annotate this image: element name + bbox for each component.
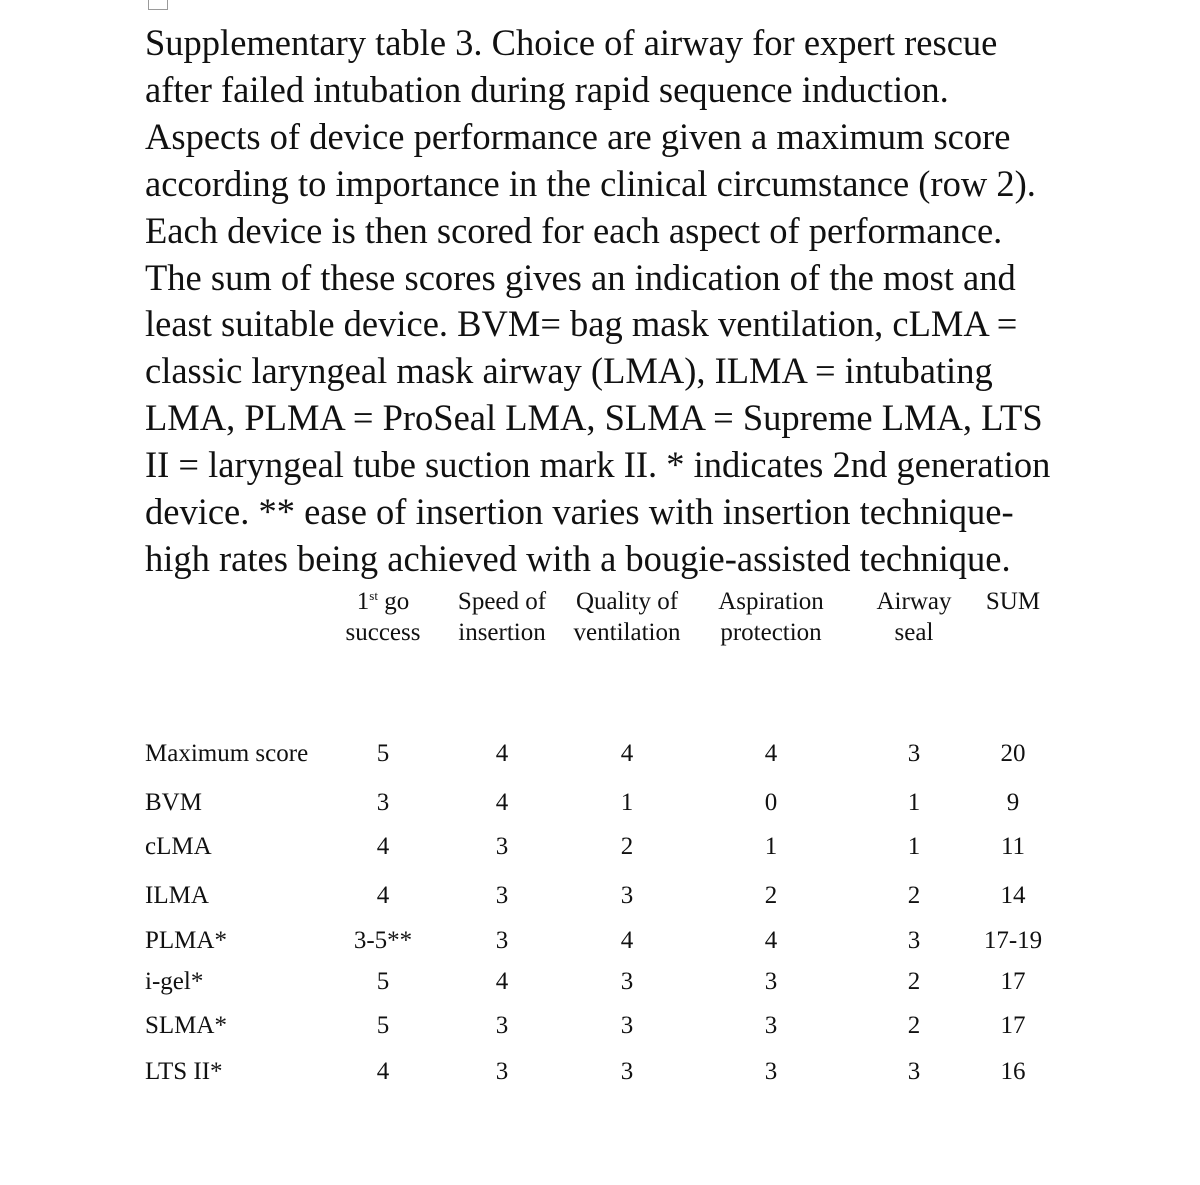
- table-cell: 3: [620, 968, 634, 995]
- table-cell: 4: [495, 740, 509, 767]
- table-cell: 4: [376, 1058, 390, 1085]
- caption-line: least suitable device. BVM= bag mask ventilation, cLMA =: [145, 303, 1018, 345]
- table-cell: 1: [620, 789, 634, 816]
- column-header-sum: SUM: [985, 588, 1041, 615]
- table-cell: 1: [907, 789, 921, 816]
- table-cell: 20: [1000, 740, 1026, 767]
- table-cell: 1: [764, 833, 778, 860]
- table-cell: 3: [620, 882, 634, 909]
- table-cell: 17-19: [983, 927, 1043, 954]
- table-cell: 3: [907, 1058, 921, 1085]
- table-cell: 3: [495, 1058, 509, 1085]
- table-cell: 2: [620, 833, 634, 860]
- table-cell: 16: [1000, 1058, 1026, 1085]
- table-cell: 3: [907, 927, 921, 954]
- caption-line: The sum of these scores gives an indication of the most and: [145, 256, 1016, 298]
- table-cell: 0: [764, 789, 778, 816]
- table-cell: 4: [620, 927, 634, 954]
- table-cell: 17: [1000, 1012, 1026, 1039]
- table-cell: 5: [376, 1012, 390, 1039]
- row-label: PLMA*: [145, 927, 227, 954]
- row-label: Maximum score: [145, 740, 309, 767]
- table-cell: 3: [495, 927, 509, 954]
- column-header-airway-seal: Airway seal: [876, 588, 952, 646]
- table-cell: 2: [907, 882, 921, 909]
- row-label: BVM: [145, 789, 202, 816]
- table-caption: [145, 20, 1155, 583]
- table-cell: 3: [620, 1012, 634, 1039]
- caption-line: classic laryngeal mask airway (LMA), ILMA = intubating: [145, 350, 993, 392]
- table-cell: 4: [764, 927, 778, 954]
- caption-line: Aspects of device performance are given a maximum score: [145, 115, 1011, 157]
- table-cell: 4: [376, 882, 390, 909]
- table-cell: 3: [764, 968, 778, 995]
- table-cell: 3-5**: [353, 927, 413, 954]
- table-cell: 2: [907, 968, 921, 995]
- table-cell: 5: [376, 740, 390, 767]
- table-cell: 9: [1006, 789, 1020, 816]
- table-cell: 5: [376, 968, 390, 995]
- row-label: ILMA: [145, 882, 209, 909]
- table-cell: 3: [495, 1012, 509, 1039]
- caption-line: II = laryngeal tube suction mark II. * indicates 2nd generation: [145, 444, 1051, 486]
- table-cell: 17: [1000, 968, 1026, 995]
- caption-line: device. ** ease of insertion varies with insertion technique-: [145, 491, 1014, 533]
- table-cell: 4: [620, 740, 634, 767]
- row-label: i-gel*: [145, 968, 204, 995]
- table-cell: 14: [1000, 882, 1026, 909]
- table-cell: 3: [764, 1058, 778, 1085]
- caption-line: high rates being achieved with a bougie-assisted technique.: [145, 537, 1011, 579]
- table-cell: 3: [495, 882, 509, 909]
- column-header-aspiration-protection: Aspiration protection: [718, 588, 824, 646]
- checkbox[interactable]: [148, 0, 168, 10]
- row-label: SLMA*: [145, 1012, 227, 1039]
- caption-line: Each device is then scored for each aspect of performance.: [145, 209, 1003, 251]
- table-cell: 3: [764, 1012, 778, 1039]
- table-cell: 4: [376, 833, 390, 860]
- column-header-speed-of-insertion: Speed of insertion: [457, 588, 547, 646]
- caption-line: after failed intubation during rapid sequence induction.: [145, 68, 949, 110]
- table-cell: 3: [376, 789, 390, 816]
- caption-line: Supplementary table 3. Choice of airway for expert rescue: [145, 22, 998, 63]
- table-cell: 11: [1000, 833, 1026, 860]
- table-cell: 3: [907, 740, 921, 767]
- caption-line: LMA, PLMA = ProSeal LMA, SLMA = Supreme LMA, LTS: [145, 397, 1043, 439]
- table-cell: 3: [495, 833, 509, 860]
- row-label: cLMA: [145, 833, 212, 860]
- table-cell: 1: [907, 833, 921, 860]
- table-cell: 4: [495, 968, 509, 995]
- row-label: LTS II*: [145, 1058, 223, 1085]
- column-header-first-go-success: 1st go success: [345, 588, 421, 646]
- table-cell: 4: [764, 740, 778, 767]
- caption-line: according to importance in the clinical circumstance (row 2).: [145, 162, 1036, 204]
- table-cell: 4: [495, 789, 509, 816]
- table-cell: 2: [764, 882, 778, 909]
- column-header-quality-of-ventilation: Quality of ventilation: [573, 588, 681, 646]
- table-cell: 2: [907, 1012, 921, 1039]
- table-cell: 3: [620, 1058, 634, 1085]
